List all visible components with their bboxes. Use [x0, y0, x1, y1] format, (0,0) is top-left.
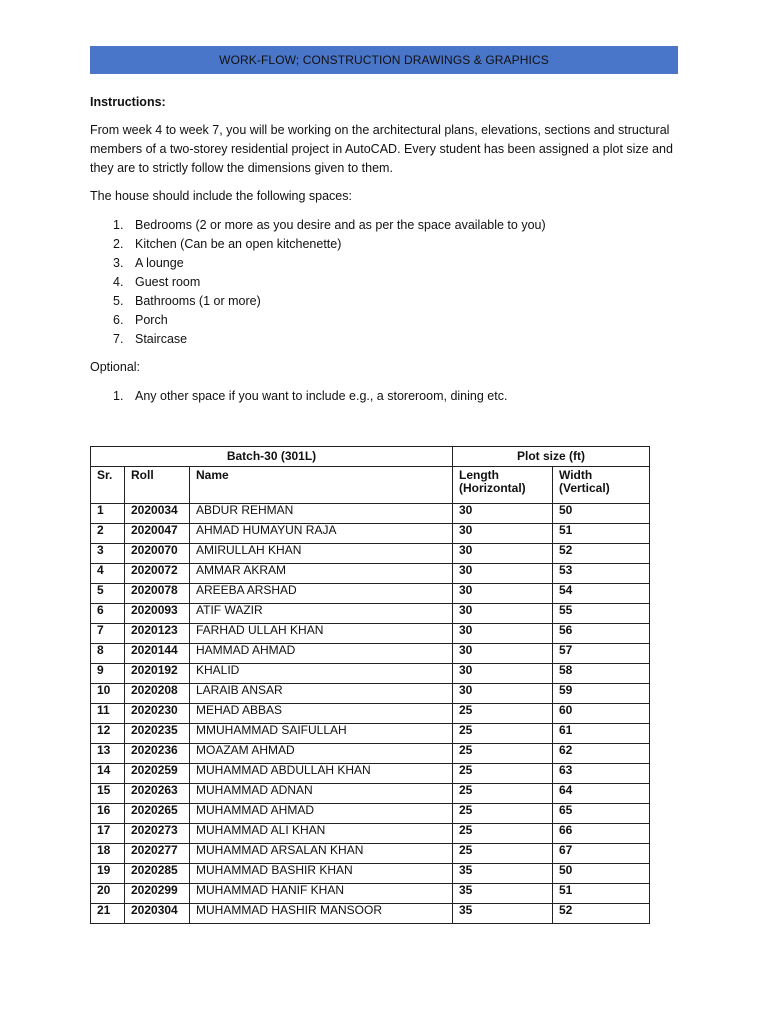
cell-length: 25	[453, 804, 553, 824]
space-item-number: 6.	[113, 313, 124, 327]
table-row	[91, 864, 650, 884]
space-item-number: 7.	[113, 332, 124, 346]
table-row	[91, 564, 650, 584]
table-row	[91, 784, 650, 804]
cell-name: MUHAMMAD BASHIR KHAN	[190, 864, 453, 884]
cell-width: 56	[553, 624, 650, 644]
space-item-number: 2.	[113, 237, 124, 251]
cell-roll: 2020277	[125, 844, 190, 864]
cell-name: FARHAD ULLAH KHAN	[190, 624, 453, 644]
table-row	[91, 624, 650, 644]
column-header-name: Name	[190, 467, 453, 504]
table-row	[91, 584, 650, 604]
cell-name: AMIRULLAH KHAN	[190, 544, 453, 564]
cell-length: 35	[453, 884, 553, 904]
cell-name: MEHAD ABBAS	[190, 704, 453, 724]
cell-name: HAMMAD AHMAD	[190, 644, 453, 664]
cell-width: 53	[553, 564, 650, 584]
cell-roll: 2020144	[125, 644, 190, 664]
space-item-label: Bathrooms (1 or more)	[135, 294, 261, 308]
optional-item-number: 1.	[113, 389, 124, 403]
cell-roll: 2020265	[125, 804, 190, 824]
cell-sr: 5	[91, 584, 125, 604]
intro-paragraph: From week 4 to week 7, you will be working on the architectural plans, elevations, sections and structural members of a two-storey residential project in AutoCAD. Every student has been assigned a plot size and they are to strictly follow the dimensions given to them.	[90, 123, 673, 175]
cell-length: 30	[453, 504, 553, 524]
cell-length: 30	[453, 564, 553, 584]
cell-width: 52	[553, 544, 650, 564]
space-item	[108, 273, 546, 292]
cell-width: 50	[553, 504, 650, 524]
cell-length: 25	[453, 704, 553, 724]
cell-sr: 19	[91, 864, 125, 884]
optional-title: Optional:	[90, 360, 141, 374]
cell-sr: 4	[91, 564, 125, 584]
cell-sr: 14	[91, 764, 125, 784]
space-item-label: A lounge	[135, 256, 184, 270]
cell-roll: 2020034	[125, 504, 190, 524]
spaces-intro: The house should include the following spaces:	[90, 189, 352, 203]
table-row	[91, 504, 650, 524]
cell-sr: 15	[91, 784, 125, 804]
cell-roll: 2020047	[125, 524, 190, 544]
cell-roll: 2020273	[125, 824, 190, 844]
cell-width: 50	[553, 864, 650, 884]
table-row	[91, 724, 650, 744]
cell-width: 67	[553, 844, 650, 864]
space-item-label: Kitchen (Can be an open kitchenette)	[135, 237, 342, 251]
cell-roll: 2020299	[125, 884, 190, 904]
cell-roll: 2020285	[125, 864, 190, 884]
cell-name: ATIF WAZIR	[190, 604, 453, 624]
batch-header: Batch-30 (301L)	[91, 447, 453, 467]
cell-width: 65	[553, 804, 650, 824]
cell-width: 59	[553, 684, 650, 704]
space-item-number: 3.	[113, 256, 124, 270]
cell-sr: 20	[91, 884, 125, 904]
table-row	[91, 884, 650, 904]
cell-roll: 2020230	[125, 704, 190, 724]
cell-length: 25	[453, 744, 553, 764]
table-row	[91, 844, 650, 864]
cell-width: 58	[553, 664, 650, 684]
cell-sr: 16	[91, 804, 125, 824]
cell-roll: 2020078	[125, 584, 190, 604]
cell-length: 30	[453, 684, 553, 704]
plot-size-header: Plot size (ft)	[453, 447, 650, 467]
cell-sr: 18	[91, 844, 125, 864]
cell-name: ABDUR REHMAN	[190, 504, 453, 524]
banner-title: WORK-FLOW; CONSTRUCTION DRAWINGS & GRAPHICS	[219, 53, 549, 67]
space-item-label: Guest room	[135, 275, 201, 289]
cell-length: 35	[453, 904, 553, 924]
cell-name: MUHAMMAD ADNAN	[190, 784, 453, 804]
cell-width: 60	[553, 704, 650, 724]
cell-name: MUHAMMAD AHMAD	[190, 804, 453, 824]
cell-sr: 10	[91, 684, 125, 704]
cell-roll: 2020304	[125, 904, 190, 924]
column-header-length: Length (Horizontal)	[453, 467, 553, 504]
cell-roll: 2020259	[125, 764, 190, 784]
space-item-number: 4.	[113, 275, 124, 289]
table-row	[91, 764, 650, 784]
table-row	[91, 644, 650, 664]
space-item-number: 5.	[113, 294, 124, 308]
cell-length: 25	[453, 764, 553, 784]
cell-length: 30	[453, 604, 553, 624]
cell-width: 51	[553, 524, 650, 544]
table-row	[91, 904, 650, 924]
space-item	[108, 292, 546, 311]
table-body	[91, 504, 650, 924]
cell-length: 35	[453, 864, 553, 884]
space-item-label: Staircase	[135, 332, 188, 346]
cell-roll: 2020208	[125, 684, 190, 704]
cell-roll: 2020093	[125, 604, 190, 624]
cell-length: 30	[453, 584, 553, 604]
cell-sr: 21	[91, 904, 125, 924]
space-item-label: Porch	[135, 313, 168, 327]
cell-sr: 12	[91, 724, 125, 744]
cell-roll: 2020192	[125, 664, 190, 684]
instructions-heading: Instructions:	[90, 95, 166, 109]
cell-sr: 8	[91, 644, 125, 664]
cell-roll: 2020235	[125, 724, 190, 744]
cell-roll: 2020123	[125, 624, 190, 644]
cell-width: 52	[553, 904, 650, 924]
table-row	[91, 704, 650, 724]
cell-name: AMMAR AKRAM	[190, 564, 453, 584]
cell-sr: 13	[91, 744, 125, 764]
cell-name: KHALID	[190, 664, 453, 684]
cell-roll: 2020263	[125, 784, 190, 804]
cell-width: 63	[553, 764, 650, 784]
cell-roll: 2020236	[125, 744, 190, 764]
column-header-sr: Sr.	[91, 467, 125, 504]
cell-name: AREEBA ARSHAD	[190, 584, 453, 604]
space-item	[108, 235, 546, 254]
optional-list	[108, 387, 507, 406]
cell-name: MUHAMMAD HASHIR MANSOOR	[190, 904, 453, 924]
cell-length: 30	[453, 524, 553, 544]
cell-name: MMUHAMMAD SAIFULLAH	[190, 724, 453, 744]
space-item-label: Bedrooms (2 or more as you desire and as per the space available to you)	[135, 218, 546, 232]
cell-length: 25	[453, 844, 553, 864]
plot-size-table	[90, 446, 650, 924]
title-banner	[90, 46, 678, 74]
table-row	[91, 804, 650, 824]
cell-width: 51	[553, 884, 650, 904]
cell-length: 25	[453, 724, 553, 744]
cell-sr: 17	[91, 824, 125, 844]
cell-name: MUHAMMAD HANIF KHAN	[190, 884, 453, 904]
cell-roll: 2020070	[125, 544, 190, 564]
table-row	[91, 684, 650, 704]
cell-name: MUHAMMAD ALI KHAN	[190, 824, 453, 844]
column-header-width: Width (Vertical)	[553, 467, 650, 504]
table-row	[91, 604, 650, 624]
cell-name: MUHAMMAD ABDULLAH KHAN	[190, 764, 453, 784]
optional-item	[108, 387, 507, 406]
table-row	[91, 524, 650, 544]
space-item	[108, 311, 546, 330]
cell-roll: 2020072	[125, 564, 190, 584]
cell-length: 30	[453, 664, 553, 684]
cell-length: 30	[453, 544, 553, 564]
cell-sr: 2	[91, 524, 125, 544]
cell-sr: 7	[91, 624, 125, 644]
cell-sr: 9	[91, 664, 125, 684]
spaces-list	[108, 216, 546, 349]
cell-sr: 3	[91, 544, 125, 564]
space-item	[108, 254, 546, 273]
cell-name: LARAIB ANSAR	[190, 684, 453, 704]
table-row	[91, 744, 650, 764]
table-row	[91, 824, 650, 844]
cell-width: 62	[553, 744, 650, 764]
table-row	[91, 544, 650, 564]
cell-width: 61	[553, 724, 650, 744]
cell-width: 64	[553, 784, 650, 804]
cell-sr: 11	[91, 704, 125, 724]
cell-name: AHMAD HUMAYUN RAJA	[190, 524, 453, 544]
cell-length: 30	[453, 624, 553, 644]
cell-width: 54	[553, 584, 650, 604]
cell-width: 55	[553, 604, 650, 624]
space-item	[108, 330, 546, 349]
table-row	[91, 664, 650, 684]
cell-sr: 1	[91, 504, 125, 524]
cell-sr: 6	[91, 604, 125, 624]
cell-width: 66	[553, 824, 650, 844]
space-item	[108, 216, 546, 235]
space-item-number: 1.	[113, 218, 124, 232]
cell-name: MUHAMMAD ARSALAN KHAN	[190, 844, 453, 864]
cell-length: 30	[453, 644, 553, 664]
cell-width: 57	[553, 644, 650, 664]
cell-length: 25	[453, 784, 553, 804]
cell-length: 25	[453, 824, 553, 844]
optional-item-label: Any other space if you want to include e.g., a storeroom, dining etc.	[135, 389, 508, 403]
cell-name: MOAZAM AHMAD	[190, 744, 453, 764]
column-header-roll: Roll	[125, 467, 190, 504]
